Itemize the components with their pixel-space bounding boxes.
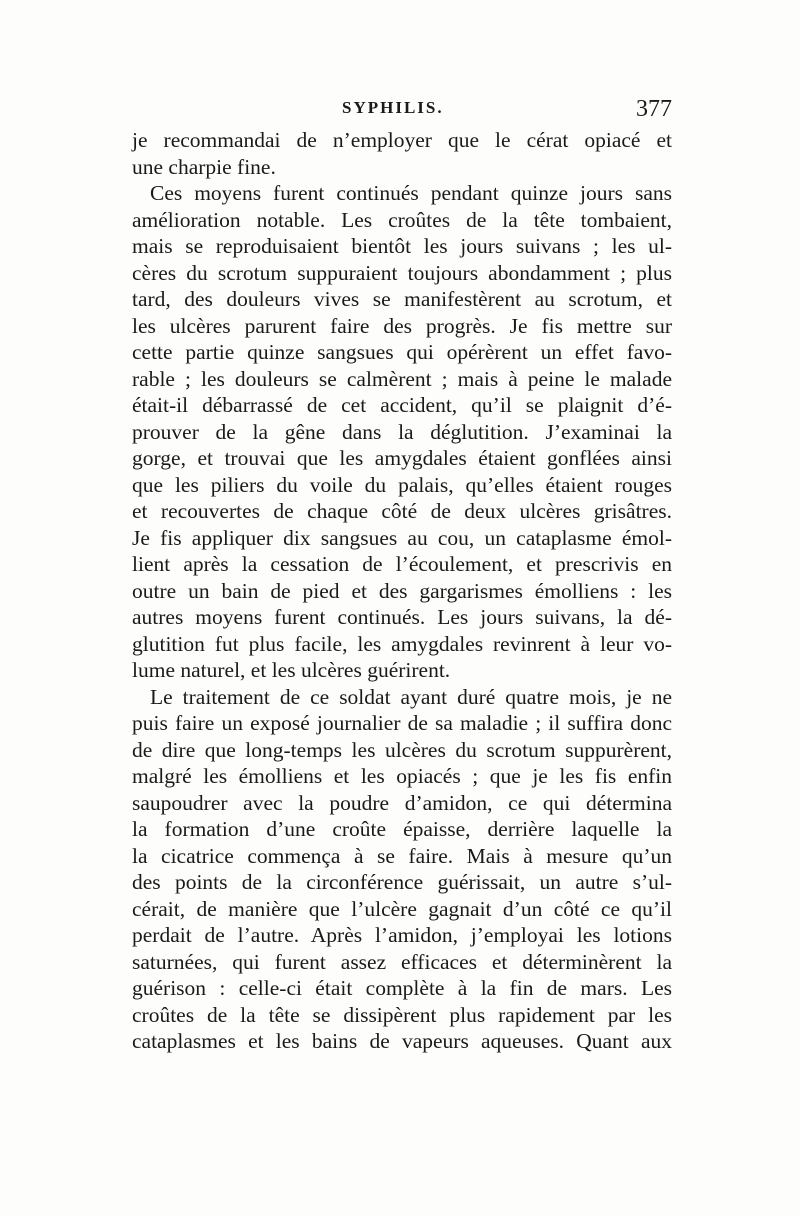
text-line: guérison : celle-ci était complète à la fin de mars. Les [132,976,672,1000]
text-line: prouver de la gêne dans la déglutition. J’examinai la [132,419,672,444]
text-line: cette partie quinze sangsues qui opérèrent un effet favo- [132,340,672,364]
page-number: 377 [636,96,672,122]
text-line: que les piliers du voile du palais, qu’elles étaient rouges [132,472,672,497]
text-line: rable ; les douleurs se calmèrent ; mais à peine le malade [132,366,672,391]
text-line: amélioration notable. Les croûtes de la tête tombaient, [132,207,672,232]
text-line: et recouvertes de chaque côté de deux ulcères grisâtres. [132,499,672,523]
text-line: je recommandai de n’employer que le cérat opiacé et [132,128,672,152]
running-head [132,96,672,126]
text-line: malgré les émolliens et les opiacés ; que je les fis enfin [132,764,672,788]
text-line: outre un bain de pied et des gargarismes émolliens : les [132,578,672,603]
running-title: SYPHILIS. [342,98,444,117]
text-line: perdait de l’autre. Après l’amidon, j’employai les lotions [132,923,672,947]
text-line: cères du scrotum suppuraient toujours abondamment ; plus [132,260,672,285]
text-line: la formation d’une croûte épaisse, derrière laquelle la [132,817,672,841]
text-line: lient après la cessation de l’écoulement, et prescrivis en [132,552,672,576]
text-line: cérait, de manière que l’ulcère gagnait d’un côté ce qu’il [132,896,672,921]
text-line: les ulcères parurent faire des progrès. Je fis mettre sur [132,313,672,338]
text-line: saturnées, qui furent assez efficaces et déterminèrent la [132,949,672,974]
text-line: Le traitement de ce soldat ayant duré quatre mois, je ne [150,684,672,709]
text-line: gorge, et trouvai que les amygdales étaient gonflées ainsi [132,446,672,470]
text-line: la cicatrice commença à se faire. Mais à mesure qu’un [132,843,672,868]
text-line: lume naturel, et les ulcères guérirent. [132,658,451,682]
text-line: mais se reproduisaient bientôt les jours suivans ; les ul- [132,234,672,258]
text-line: puis faire un exposé journalier de sa maladie ; il suffira donc [132,711,672,735]
text-line: Je fis appliquer dix sangsues au cou, un cataplasme émol- [132,525,672,550]
body-text [132,127,672,1055]
text-line: était-il débarrassé de cet accident, qu’il se plaignit d’é- [132,393,672,417]
text-line: glutition fut plus facile, les amygdales revinrent à leur vo- [132,631,672,656]
text-line: croûtes de la tête se dissipèrent plus rapidement par les [132,1002,672,1027]
text-line: tard, des douleurs vives se manifestèrent au scrotum, et [132,287,672,311]
text-line: une charpie fine. [132,154,276,179]
text-line: de dire que long-temps les ulcères du scrotum suppurèrent, [132,737,672,762]
text-line: saupoudrer avec la poudre d’amidon, ce qui détermina [132,790,672,815]
text-line: cataplasmes et les bains de vapeurs aqueuses. Quant aux [132,1029,672,1053]
text-line: Ces moyens furent continués pendant quinze jours sans [150,181,672,205]
text-line: des points de la circonférence guérissait, un autre s’ul- [132,870,672,894]
text-line: autres moyens furent continués. Les jours suivans, la dé- [132,605,672,629]
